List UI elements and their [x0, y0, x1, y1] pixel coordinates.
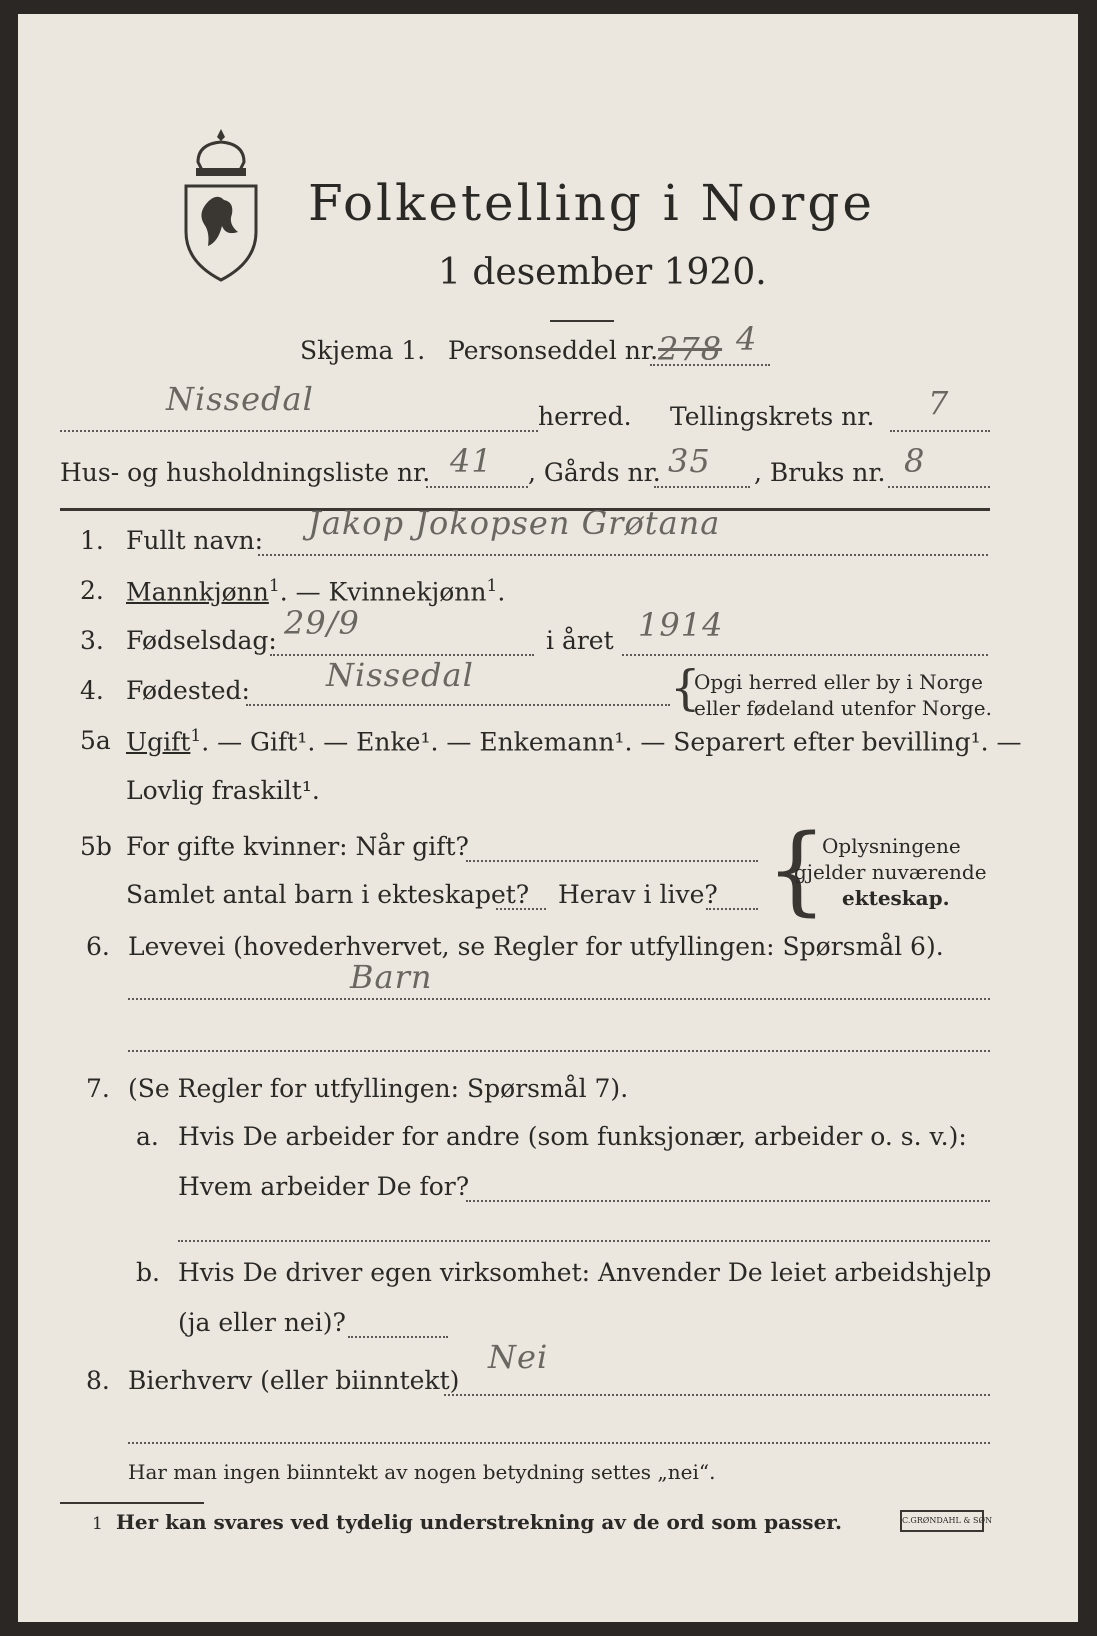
q5a-rest: . — Gift¹. — Enke¹. — Enkemann¹. — Separert efter bevilling¹. —: [201, 727, 1022, 757]
biinntekt-note: Har man ingen biinntekt av nogen betydning settes „nei“.: [128, 1460, 716, 1484]
q7a-label-2: Hvem arbeider De for?: [178, 1172, 470, 1201]
q4-number: 4.: [80, 676, 104, 705]
census-form-page: [18, 14, 1078, 1622]
bruks-label: , Bruks nr.: [754, 458, 886, 487]
form-title: Folketelling i Norge: [308, 174, 875, 232]
q3-year-value: 1914: [638, 606, 724, 644]
q8-number: 8.: [86, 1366, 110, 1395]
q5a-ugift: Ugift: [126, 727, 191, 757]
q1-value: Jakop Jokopsen Grøtana: [308, 504, 721, 542]
q8-line-1: [444, 1394, 990, 1396]
q5b-note-3: ekteskap.: [842, 886, 950, 910]
footnote-rule: [60, 1502, 204, 1504]
q3-year-label: i året: [546, 626, 614, 655]
q1-label: Fullt navn:: [126, 526, 264, 555]
q3-number: 3.: [80, 626, 104, 655]
q5b-line-3: [706, 908, 758, 910]
q8-value: Nei: [488, 1338, 549, 1376]
q2-female: Kvinnekjønn: [328, 577, 487, 607]
q7a-line-2: [178, 1240, 990, 1242]
q7a-label: Hvis De arbeider for andre (som funksjonær, arbeider o. s. v.):: [178, 1122, 967, 1151]
q2-sep: . —: [279, 577, 329, 607]
q6-line-2: [128, 1050, 990, 1052]
q4-note-2: eller fødeland utenfor Norge.: [694, 696, 992, 720]
q8-label: Bierhverv (eller biinntekt): [128, 1366, 460, 1395]
q1-number: 1.: [80, 526, 104, 555]
herred-label: herred.: [538, 402, 632, 431]
gards-label: , Gårds nr.: [528, 458, 661, 487]
q8-line-2: [128, 1442, 990, 1444]
q2-number: 2.: [80, 576, 104, 605]
q4-value: Nissedal: [326, 656, 474, 694]
q5a-number: 5a: [80, 726, 111, 755]
q4-label: Fødested:: [126, 676, 250, 705]
form-date: 1 desember 1920.: [438, 252, 767, 293]
footnote-mark: 1: [92, 1514, 103, 1534]
q5a-line2: Lovlig fraskilt¹.: [126, 776, 320, 805]
q6-value: Barn: [350, 958, 433, 996]
q5b-number: 5b: [80, 832, 112, 861]
q5b-note-1: Oplysningene: [822, 834, 961, 858]
q5b-line-2: [496, 908, 546, 910]
personseddel-value: 4: [736, 320, 758, 358]
bruks-line: [888, 486, 990, 488]
gards-line: [654, 486, 750, 488]
title-divider: [550, 320, 614, 322]
q7-label: (Se Regler for utfyllingen: Spørsmål 7).: [128, 1074, 629, 1103]
footnote-text: Her kan svares ved tydelig understrekning av de ord som passer.: [116, 1510, 842, 1534]
q7b-label: Hvis De driver egen virksomhet: Anvender De leiet arbeidshjelp: [178, 1258, 992, 1287]
q2-male: Mannkjønn: [126, 577, 269, 607]
hus-label: Hus- og husholdningsliste nr.: [60, 458, 431, 487]
q4-note-1: Opgi herred eller by i Norge: [694, 670, 983, 694]
bruks-value: 8: [904, 442, 926, 480]
q7-number: 7.: [86, 1074, 110, 1103]
printer-stamp: C.GRØNDAHL & SØN: [900, 1510, 984, 1532]
q7a-line-1: [466, 1200, 990, 1202]
q7b-label-2: (ja eller nei)?: [178, 1308, 346, 1337]
q7b-line: [348, 1336, 448, 1338]
q7b-number: b.: [136, 1258, 160, 1287]
herred-value: Nissedal: [166, 380, 314, 418]
herred-line: [60, 430, 538, 432]
tellingskrets-line: [890, 430, 990, 432]
q2-end: .: [497, 577, 506, 607]
gards-value: 35: [668, 442, 711, 480]
q6-line-1: [128, 998, 990, 1000]
q5b-brace: {: [766, 814, 828, 926]
personseddel-label: Personseddel nr.: [448, 336, 659, 365]
q6-number: 6.: [86, 932, 110, 961]
q3-value: 29/9: [284, 604, 360, 642]
q3-label: Fødselsdag:: [126, 626, 277, 655]
q4-line: [246, 704, 670, 706]
q7a-number: a.: [136, 1122, 159, 1151]
hus-value: 41: [450, 442, 493, 480]
tellingskrets-label: Tellingskrets nr.: [670, 402, 875, 431]
q6-label: Levevei (hovederhvervet, se Regler for utfyllingen: Spørsmål 6).: [128, 932, 944, 961]
q5b-line-1: [466, 860, 758, 862]
tellingskrets-value: 7: [928, 384, 950, 422]
coat-of-arms-icon: [176, 124, 266, 284]
q3-year-line: [622, 654, 988, 656]
personseddel-struck: 278: [658, 330, 723, 368]
q5b-label-3: Herav i live?: [558, 880, 718, 909]
q2-options: Mannkjønn$^1$. — Kvinnekjønn$^1$.: [126, 576, 506, 607]
hus-line: [426, 486, 528, 488]
q5b-label-1: For gifte kvinner: Når gift?: [126, 832, 469, 861]
q5a-options: Ugift$^1$. — Gift¹. — Enke¹. — Enkemann¹. — Separert efter bevilling¹. —: [126, 726, 1022, 757]
q5b-note-2: gjelder nuværende: [794, 860, 987, 884]
q4-brace: {: [670, 660, 701, 716]
q1-line: [258, 554, 988, 556]
skjema-label: Skjema 1.: [300, 336, 426, 365]
q5b-label-2: Samlet antal barn i ekteskapet?: [126, 880, 530, 909]
